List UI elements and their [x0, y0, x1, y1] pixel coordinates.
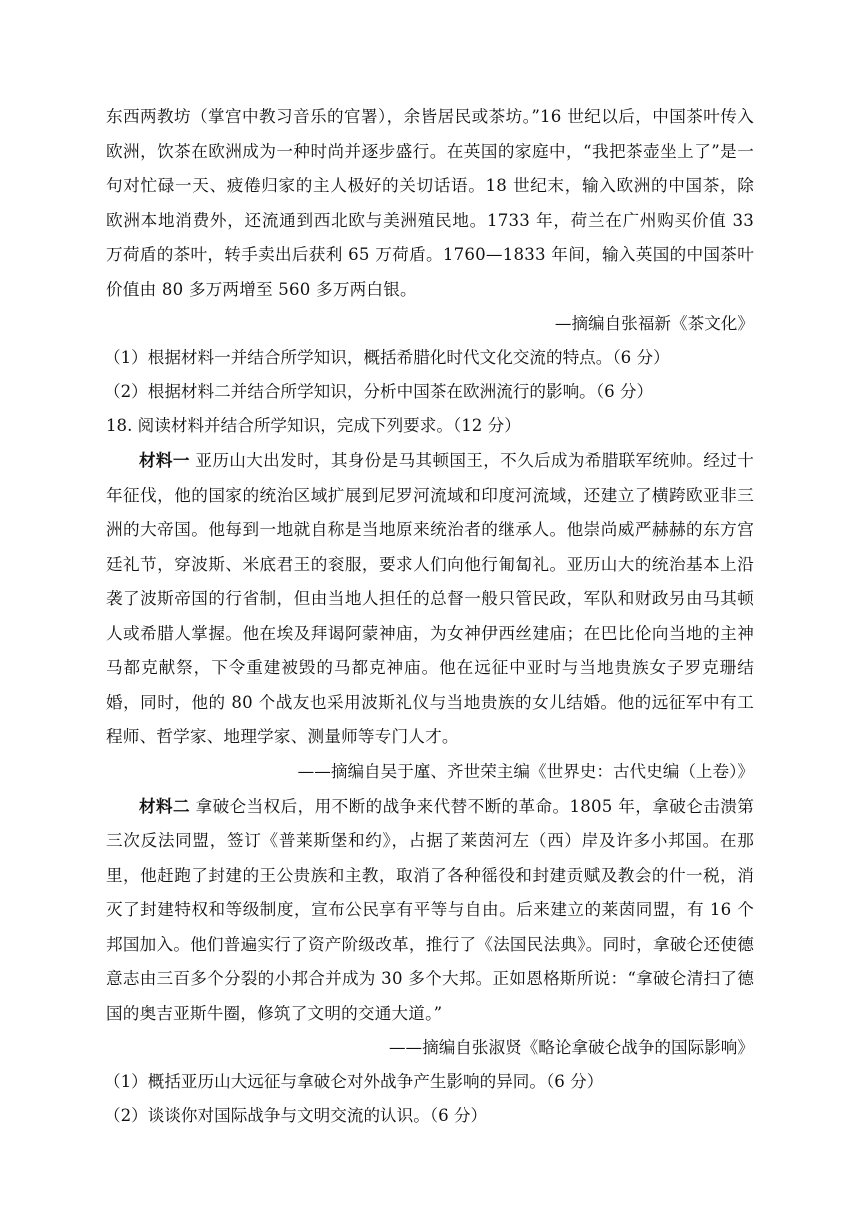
question-17-part-1: （1）根据材料一并结合所学知识，概括希腊化时代文化交流的特点。（6 分） [104, 348, 670, 367]
material-one-text: 亚历山大出发时，其身份是马其顿国王，不久后成为希腊联军统帅。经过十年征伐，他的国家的统治区域扩展到尼罗河流域和印度河流域，还建立了横跨欧亚非三洲的大帝国。他每到一地就自称是当地原来统治者的继承人。他崇尚威严赫赫的东方宫廷礼节，穿波斯、米底君王的衮服，要求人们向他行匍匐礼。亚历山大的统治基本上沿袭了波斯帝国的行省制，但由当地人担任的总督一般只管民政，军队和财政另由马其顿人或希腊人掌握。他在埃及拜谒阿蒙神庙，为女神伊西丝建庙；在巴比伦向当地的主神马都克献祭，下令重建被毁的马都克神庙。他在远征中亚时与当地贵族女子罗克珊结婚，同时，他的 80 个战友也采用波斯礼仪与当地贵族的女儿结婚。他的远征军中有工程师、哲学家、地理学家、测量师等专门人才。 [106, 451, 754, 746]
material-one-source: ——摘编自吴于廑、齐世荣主编《世界史：古代史编（上卷）》 [297, 761, 754, 781]
material-one-paragraph [106, 443, 754, 755]
question-18-part-1: （1）概括亚历山大远征与拿破仑对外战争产生影响的异同。（6 分） [104, 1072, 604, 1091]
material-one-label: 材料一 [139, 450, 190, 470]
material-continuation-paragraph: 东西两教坊（掌宫中教习音乐的官署），余皆居民或茶坊。”16 世纪以后，中国茶叶传入欧洲，饮茶在欧洲成为一种时尚并逐步盛行。在英国的家庭中，“我把茶壶坐上了”是一句对忙碌一天、疲倦归家的主人极好的关切话语。18 世纪末，输入欧洲的中国茶，除欧洲本地消费外，还流通到西北欧与美洲殖民地。1733 年，荷兰在广州购买价值 33 万荷盾的茶叶，转手卖出后获利 65 万荷盾。1760—1833 年间，输入英国的中国茶叶价值由 80 多万两增至 560 多万两白银。 [106, 107, 754, 299]
material-two-label: 材料二 [139, 795, 190, 816]
material-source-citation: —摘编自张福新《茶文化》 [554, 314, 754, 333]
material-two-source: ——摘编自张淑贤《略论拿破仑战争的国际影响》 [388, 1038, 754, 1057]
question-17-part-2: （2）根据材料二并结合所学知识，分析中国茶在欧洲流行的影响。（6 分） [104, 382, 654, 401]
question-18-part-2: （2）谈谈你对国际战争与文明交流的认识。（6 分） [104, 1106, 488, 1125]
material-two-paragraph [106, 789, 754, 1032]
page-content [106, 100, 754, 1133]
material-two-text: 拿破仑当权后，用不断的战争来代替不断的革命。1805 年，拿破仑击溃第三次反法同盟，签订《普莱斯堡和约》，占据了莱茵河左（西）岸及许多小邦国。在那里，他赶跑了封建的王公贵族和主教，取消了各种徭役和封建贡赋及教会的什一税，消灭了封建特权和等级制度，宣布公民享有平等与自由。后来建立的莱茵同盟，有 16 个邦国加入。他们普遍实行了资产阶级改革，推行了《法国民法典》。同时，拿破仑还使德意志由三百多个分裂的小邦合并成为 30 多个大邦。正如恩格斯所说：“拿破仑清扫了德国的奥吉亚斯牛圈，修筑了文明的交通大道。” [106, 796, 754, 1023]
question-18-title: 18. 阅读材料并结合所学知识，完成下列要求。（12 分） [106, 416, 521, 435]
